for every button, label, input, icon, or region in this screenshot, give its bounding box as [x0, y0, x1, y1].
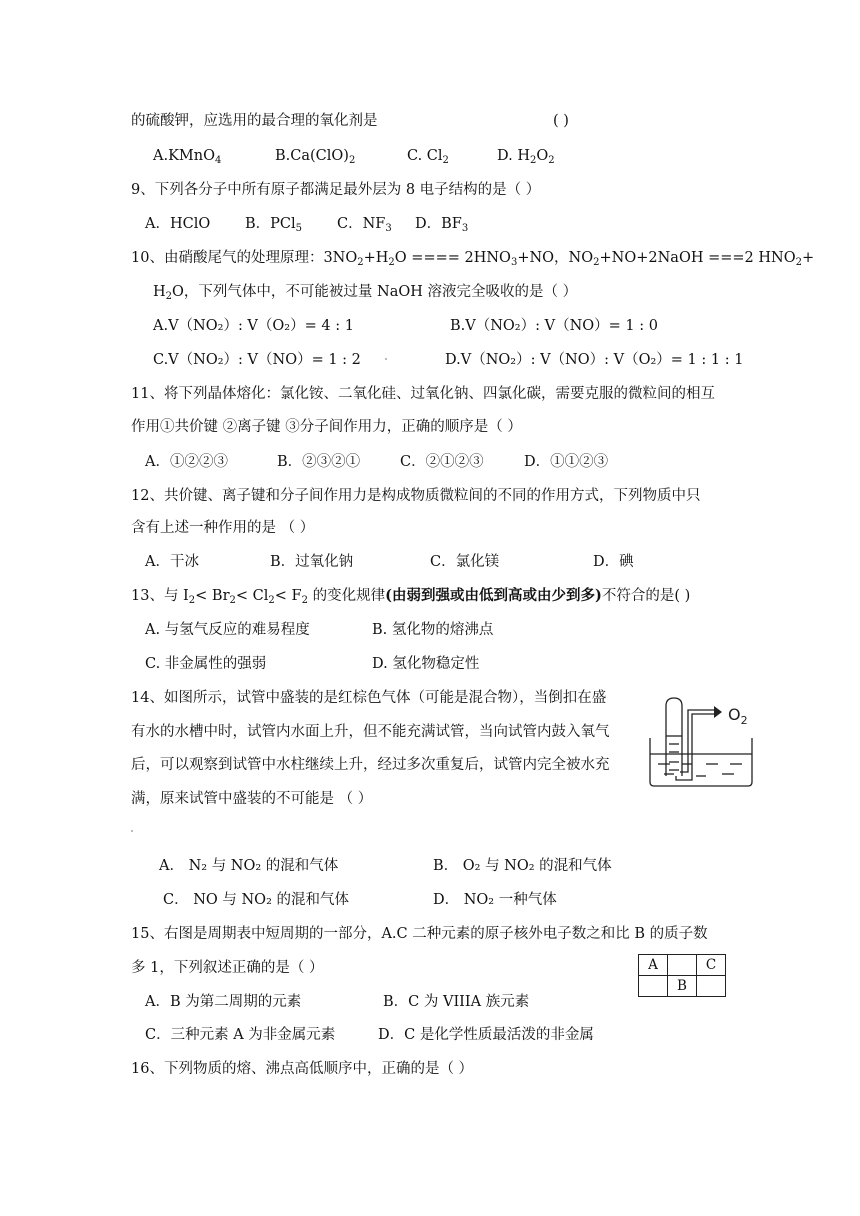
table-cell — [668, 955, 697, 976]
q13-stem: 13、与 $I_2< Br_2< Cl_2< F_2$ 的变化规律(由弱到强或由低到高或由少到多)不符合的是( ) — [131, 587, 691, 606]
figure-label-o2: $O_2$ — [728, 705, 748, 727]
q13-option-d: D. 氢化物稳定性 — [372, 656, 480, 672]
q14-stem-line1: 14、如图所示，试管中盛装的是红棕色气体（可能是混合物），当倒扣在盛 — [131, 690, 607, 706]
q13-option-b: B. 氢化物的熔沸点 — [372, 622, 494, 638]
table-cell: B — [668, 976, 697, 997]
q15-stem-line1: 15、右图是周期表中短周期的一部分，A.C 二种元素的原子核外电子数之和比 B 的质子数 — [131, 926, 708, 942]
table-cell: C — [697, 955, 726, 976]
q10-option-a: A.V（NO₂）: V（O₂）= 4 : 1 — [153, 318, 354, 334]
q14-option-c: C． NO 与 NO₂ 的混和气体 — [163, 892, 349, 908]
periodic-table-fragment — [638, 954, 726, 997]
q12-option-c: C．氯化镁 — [430, 554, 500, 570]
q12-option-b: B．过氧化钠 — [270, 554, 354, 570]
q14-stem-line4: 满，原来试管中盛装的不可能是 （ ） — [131, 791, 373, 807]
q11-stem-line2: 作用①共价键 ②离子键 ③分子间作用力，正确的顺序是（ ） — [131, 419, 522, 435]
q15-option-c: C．三种元素 A 为非金属元素 — [145, 1027, 336, 1043]
q10-option-b: B.V（NO₂）: V（NO）= 1 : 0 — [450, 318, 658, 334]
q8-option-a: A.KMnO$_4$ — [153, 148, 222, 166]
q15-stem-line2: 多 1，下列叙述正确的是（ ） — [131, 960, 324, 976]
q12-option-a: A．干冰 — [145, 554, 199, 570]
q14-option-b: B． O₂ 与 NO₂ 的混和气体 — [433, 858, 612, 874]
q9-option-d: D．$BF_3$ — [415, 216, 469, 234]
q8-stem-tail: 的硫酸钾，应选用的最合理的氧化剂是 — [131, 113, 378, 129]
q16-stem: 16、下列物质的熔、沸点高低顺序中，正确的是（ ） — [131, 1061, 474, 1077]
q15-option-b: B．C 为 VIIIA 族元素 — [383, 994, 530, 1010]
test-tube-figure — [644, 692, 760, 792]
q11-option-c: C．②①②③ — [400, 454, 484, 470]
q9-option-b: B．PCl$_5$ — [245, 216, 303, 234]
q13-option-a: A. 与氢气反应的难易程度 — [145, 622, 310, 638]
q8-option-d: D. $H_2O_2$ — [497, 148, 555, 166]
table-cell: A — [639, 955, 668, 976]
table-cell — [639, 976, 668, 997]
q15-option-d: D．C 是化学性质最活泼的非金属 — [378, 1027, 594, 1043]
q8-option-c: C. $Cl_2$ — [407, 148, 449, 166]
q12-stem-line2: 含有上述一种作用的是 （ ） — [131, 520, 315, 536]
q12-option-d: D．碘 — [593, 554, 634, 570]
q8-option-b: $B.Ca(ClO)_2$ — [275, 148, 356, 166]
q11-option-a: A．①②②③ — [145, 454, 228, 470]
q11-option-b: B．②③②① — [277, 454, 361, 470]
q10-option-d: D.V（NO₂）: V（NO）: V（O₂）= 1 : 1 : 1 — [445, 352, 744, 368]
stray-dot — [131, 830, 133, 832]
q12-stem-line1: 12、共价键、离子键和分子间作用力是构成物质微粒间的不同的作用方式，下列物质中只 — [131, 488, 701, 504]
q13-option-c: C. 非金属性的强弱 — [145, 656, 267, 672]
q10-stem-line1: 10、由硝酸尾气的处理原理：$3NO_2+H_2O$ ==== $2HNO_3+NO$，$NO_2+NO+2NaOH ===2$ $HNO_2+$ — [131, 250, 815, 268]
q10-option-c: C.V（NO₂）: V（NO）= 1 : 2 — [153, 352, 361, 368]
q9-option-c: C．$NF_3$ — [337, 216, 392, 234]
q14-stem-line2: 有水的水槽中时，试管内水面上升，但不能充满试管，当向试管内鼓入氧气 — [131, 724, 610, 740]
q11-option-d: D．①①②③ — [524, 454, 609, 470]
q11-stem-line1: 11、将下列晶体熔化：氯化铵、二氧化硅、过氧化钠、四氯化碳，需要克服的微粒间的相互 — [131, 386, 715, 402]
stray-dot — [385, 358, 387, 360]
q15-option-a: A．B 为第二周期的元素 — [145, 994, 302, 1010]
q10-stem-line2: $H_2O$，下列气体中，不可能被过量 NaOH 溶液完全吸收的是（ ） — [153, 284, 578, 302]
q14-option-d: D． NO₂ 一种气体 — [433, 892, 557, 908]
q14-stem-line3: 后，可以观察到试管中水柱继续上升，经过多次重复后，试管内完全被水充 — [131, 757, 610, 773]
q9-stem: 9、下列各分子中所有原子都满足最外层为 8 电子结构的是（ ） — [131, 182, 541, 198]
table-cell — [697, 976, 726, 997]
q14-option-a: A． N₂ 与 NO₂ 的混和气体 — [159, 858, 339, 874]
q8-answer-paren: ( ) — [553, 113, 569, 129]
q9-option-a: A．HClO — [145, 216, 211, 232]
